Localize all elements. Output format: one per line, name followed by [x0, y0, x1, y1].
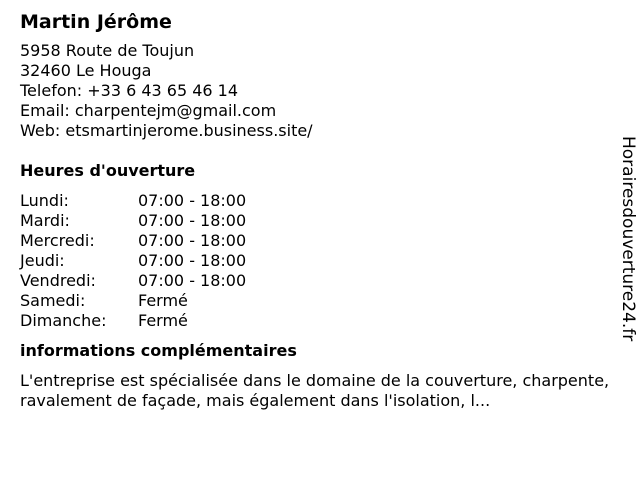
additional-info-heading: informations complémentaires	[20, 341, 297, 360]
business-card	[20, 8, 610, 411]
hours-row-wednesday	[20, 231, 610, 251]
hours-day: Mercredi:	[20, 231, 95, 250]
hours-day: Lundi:	[20, 191, 69, 210]
hours-time: 07:00 - 18:00	[138, 271, 247, 290]
hours-row-friday	[20, 271, 610, 291]
website-address: Web: etsmartinjerome.business.site/	[20, 121, 313, 140]
phone-number: Telefon: +33 6 43 65 46 14	[20, 81, 239, 100]
hours-row-sunday	[20, 311, 610, 331]
hours-day: Vendredi:	[20, 271, 96, 290]
hours-day: Mardi:	[20, 211, 70, 230]
hours-day: Dimanche:	[20, 311, 107, 330]
address-city: 32460 Le Houga	[20, 61, 152, 80]
hours-time: Fermé	[138, 311, 188, 330]
opening-hours-heading: Heures d'ouverture	[20, 161, 196, 180]
additional-info-text: L'entreprise est spécialisée dans le domaine de la couverture, charpente, ravalement de façade, mais également dans l'isolation, l...	[20, 371, 610, 410]
address-street: 5958 Route de Toujun	[20, 41, 195, 60]
hours-row-thursday	[20, 251, 610, 271]
hours-row-tuesday	[20, 211, 610, 231]
contact-block	[20, 41, 610, 141]
business-name: Martin Jérôme	[20, 11, 172, 33]
hours-time: 07:00 - 18:00	[138, 251, 247, 270]
hours-day: Samedi:	[20, 291, 86, 310]
site-watermark: Horairesdouverture24.fr	[618, 136, 638, 342]
opening-hours-table	[20, 191, 610, 331]
hours-row-saturday	[20, 291, 610, 311]
hours-row-monday	[20, 191, 610, 211]
hours-day: Jeudi:	[20, 251, 65, 270]
hours-time: Fermé	[138, 291, 188, 310]
email-address: Email: charpentejm@gmail.com	[20, 101, 277, 120]
hours-time: 07:00 - 18:00	[138, 211, 247, 230]
hours-time: 07:00 - 18:00	[138, 231, 247, 250]
hours-time: 07:00 - 18:00	[138, 191, 247, 210]
